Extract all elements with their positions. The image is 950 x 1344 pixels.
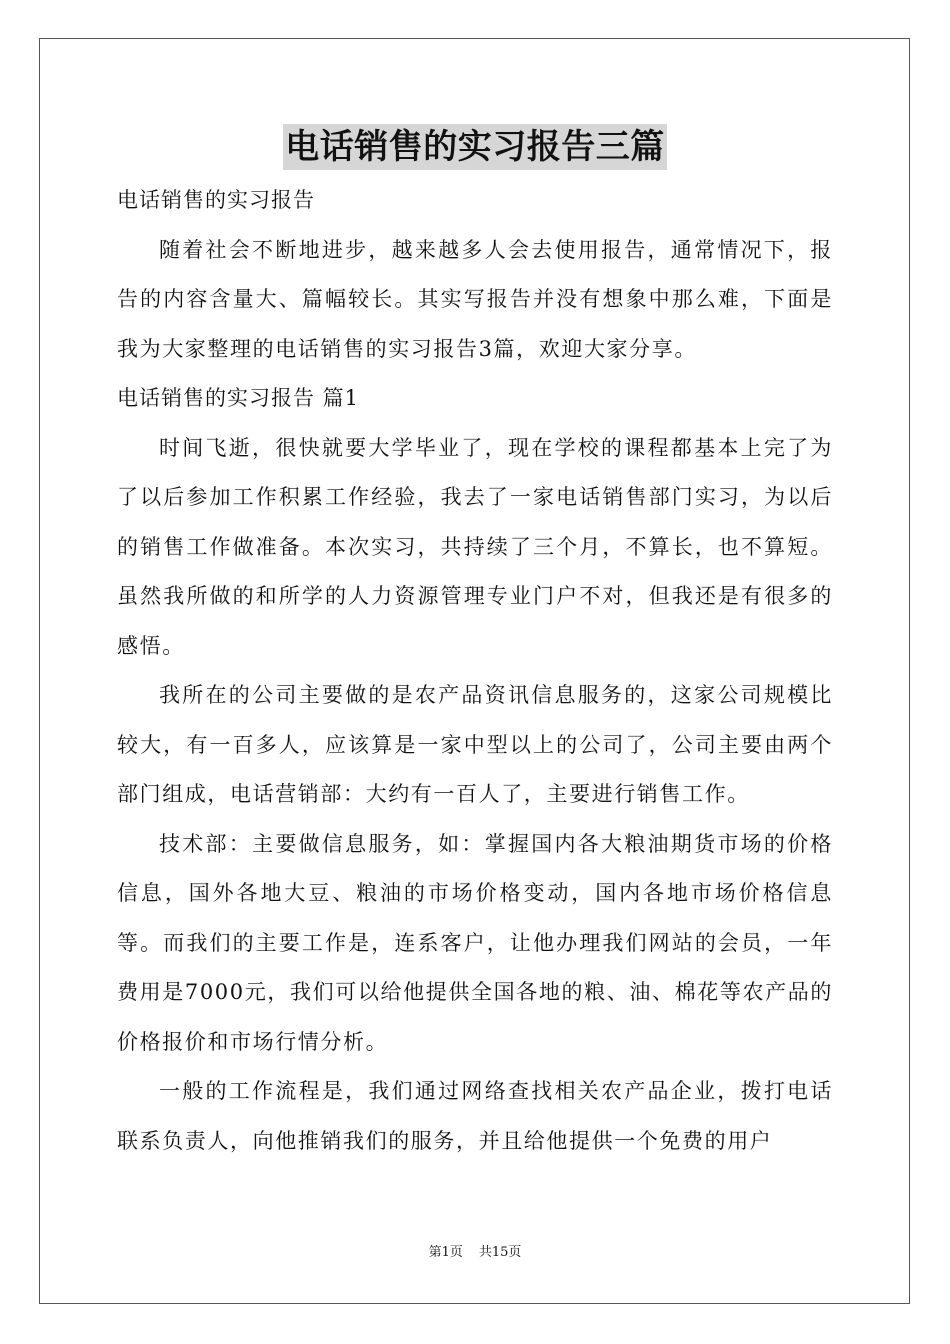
page-footer [0, 1244, 950, 1262]
title-area [0, 124, 950, 170]
document-title: 电话销售的实习报告三篇 [283, 124, 667, 170]
section-heading: 电话销售的实习报告 篇1 [117, 386, 360, 410]
paragraph: 随着社会不断地进步，越来越多人会去使用报告，通常情况下，报告的内容含量大、篇幅较长。其实写报告并没有想象中那么难，下面是我为大家整理的电话销售的实习报告3篇，欢迎大家分享。 [117, 237, 833, 361]
page-total: 共15页 [478, 1245, 522, 1260]
page-number: 第1页 [428, 1245, 463, 1260]
section-heading: 电话销售的实习报告 [117, 188, 315, 212]
paragraph: 一般的工作流程是，我们通过网络查找相关农产品企业，拨打电话联系负责人，向他推销我们的服务，并且给他提供一个免费的用户 [117, 1079, 833, 1153]
paragraph: 时间飞逝，很快就要大学毕业了，现在学校的课程都基本上完了为了以后参加工作积累工作经验，我去了一家电话销售部门实习，为以后的销售工作做准备。本次实习，共持续了三个月，不算长，也不算短。虽然我所做的和所学的人力资源管理专业门户不对，但我还是有很多的感悟。 [117, 435, 833, 658]
document-body [117, 176, 833, 1166]
paragraph: 技术部：主要做信息服务，如：掌握国内各大粮油期货市场的价格信息，国外各地大豆、粮油的市场价格变动，国内各地市场价格信息等。而我们的主要工作是，连系客户，让他办理我们网站的会员，一年费用是7000元，我们可以给他提供全国各地的粮、油、棉花等农产品的价格报价和市场行情分析。 [117, 831, 833, 1054]
paragraph: 我所在的公司主要做的是农产品资讯信息服务的，这家公司规模比较大，有一百多人，应该算是一家中型以上的公司了，公司主要由两个部门组成，电话营销部：大约有一百人了，主要进行销售工作。 [117, 683, 833, 806]
